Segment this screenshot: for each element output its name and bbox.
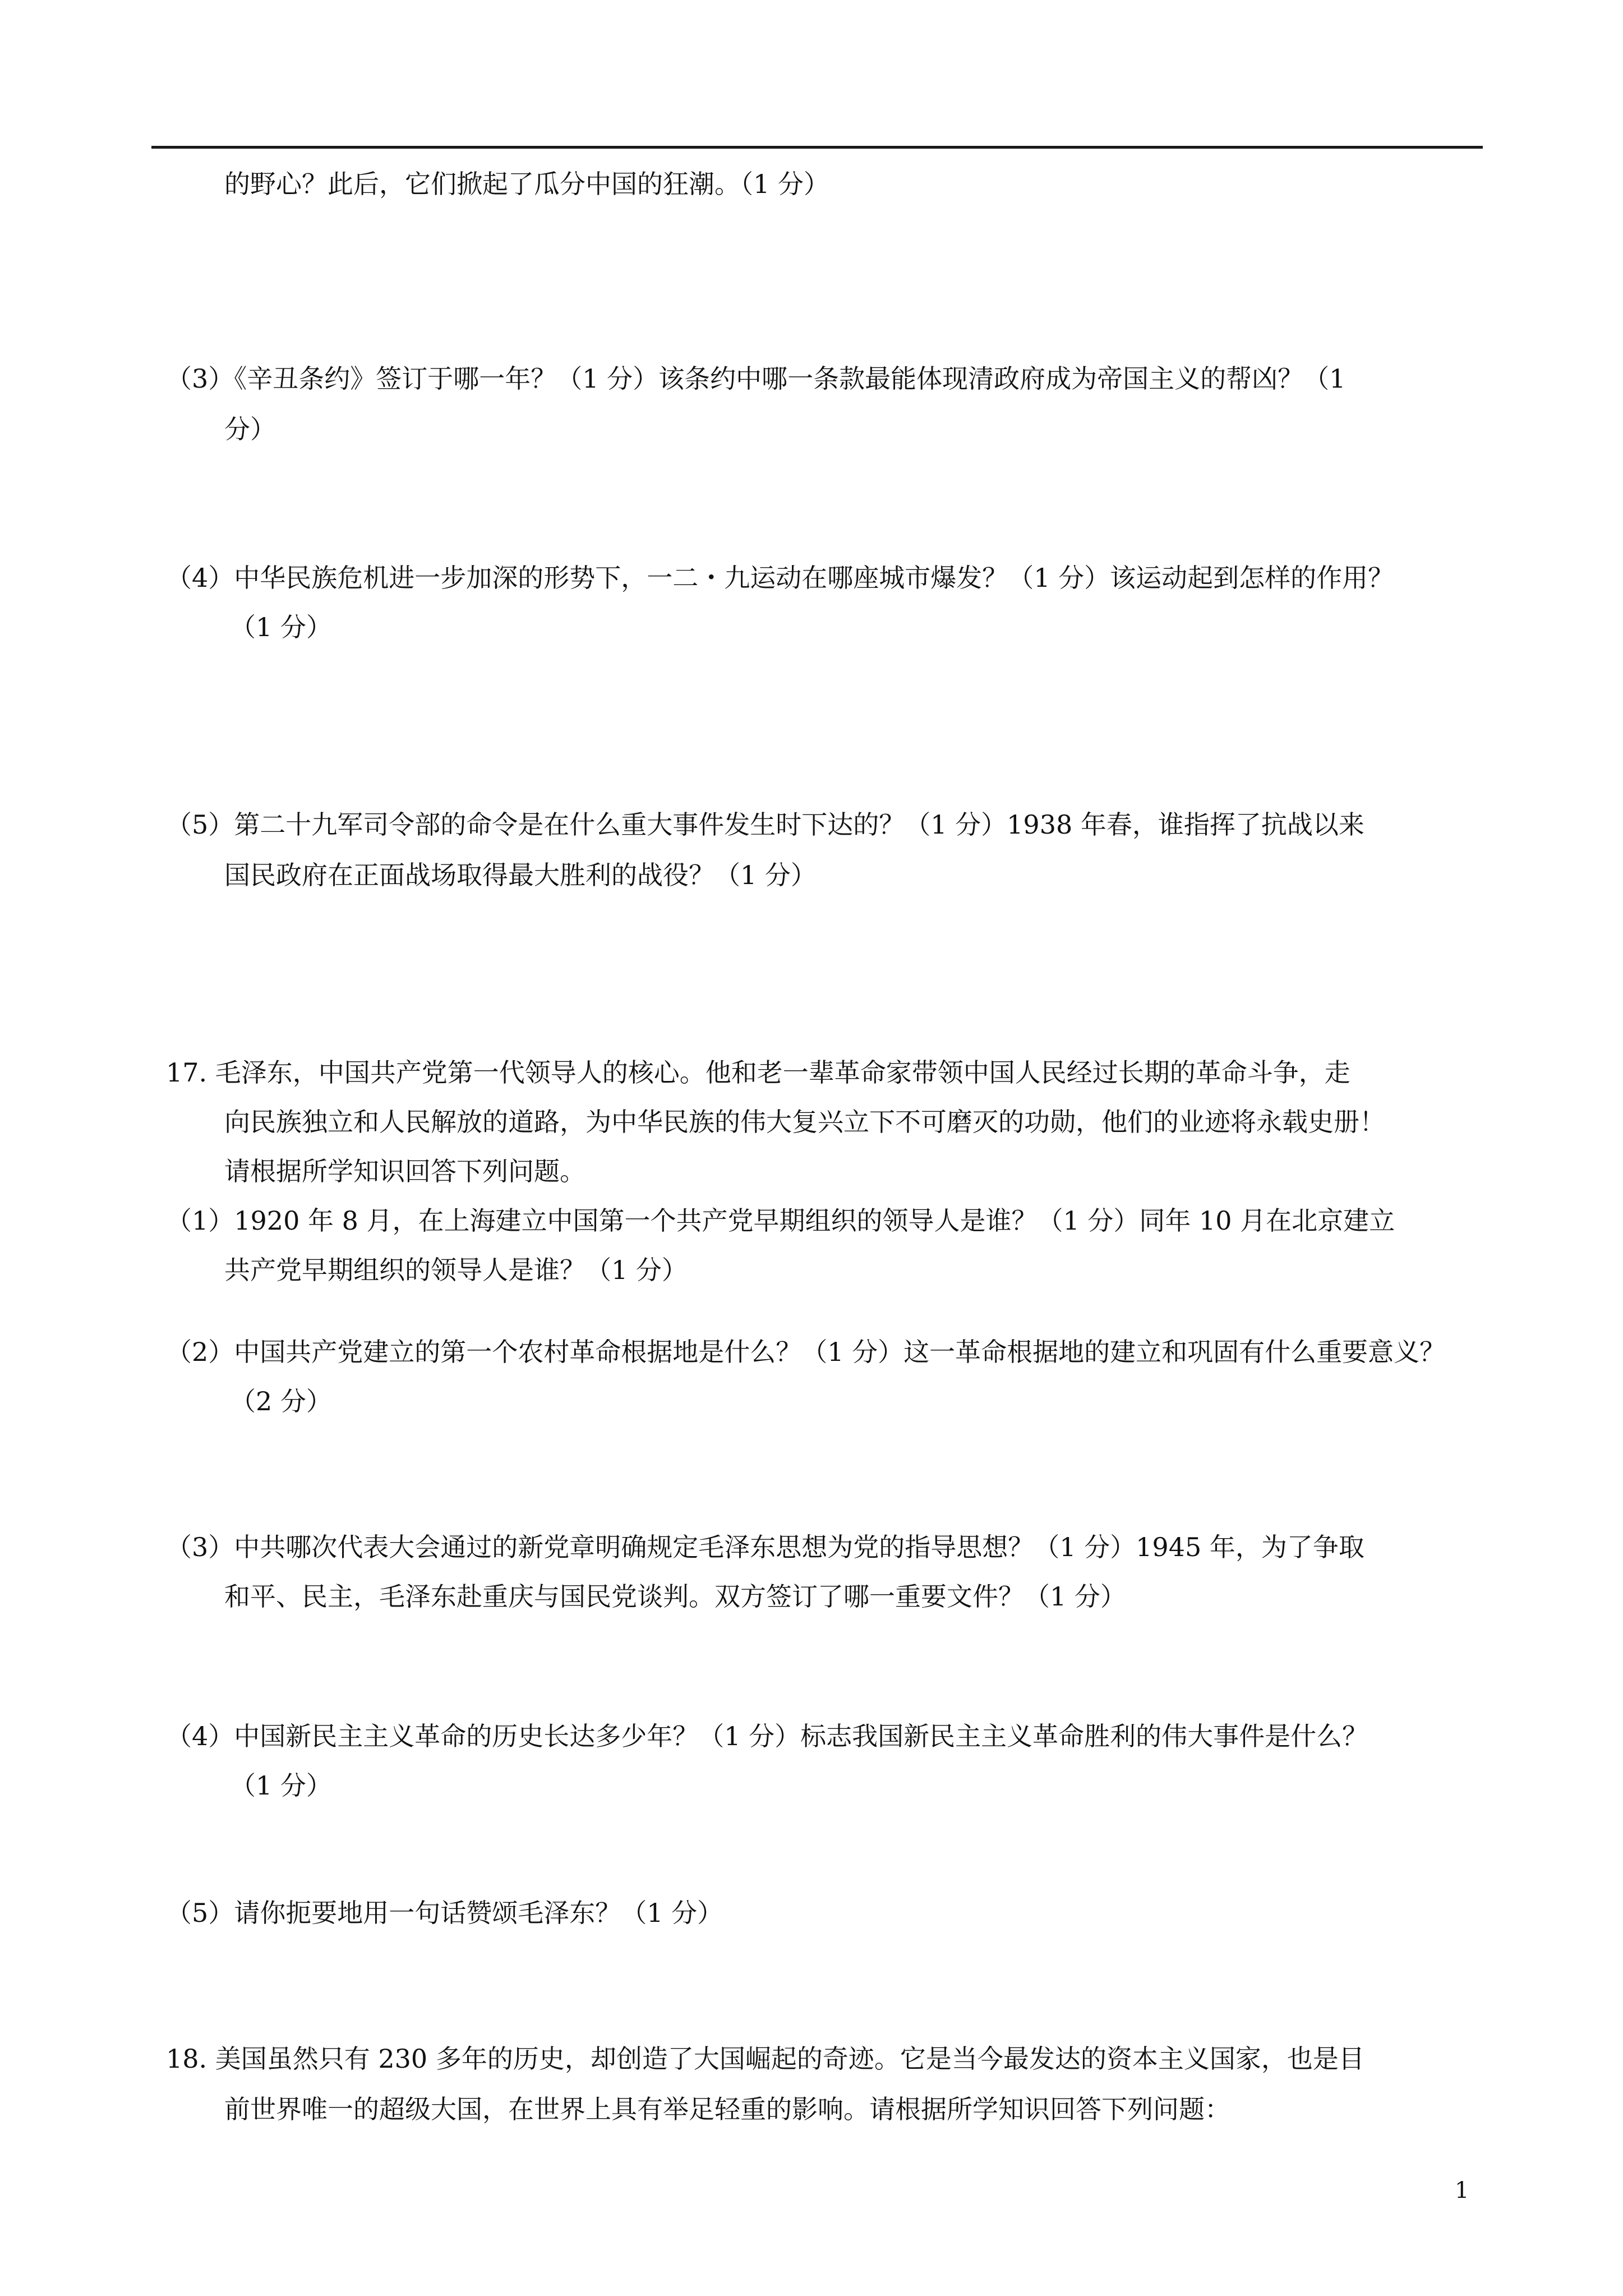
text-line: （1 分）	[230, 1770, 332, 1801]
question-17-5-line: （5）请你扼要地用一句话赞颂毛泽东？（1 分）	[166, 1898, 723, 1928]
question-17-3-line: （3）中共哪次代表大会通过的新党章明确规定毛泽东思想为党的指导思想？（1 分）1945 年，为了争取	[166, 1532, 1364, 1562]
question-17-line: 17. 毛泽东，中国共产党第一代领导人的核心。他和老一辈革命家带领中国人民经过长期的革命斗争，走	[166, 1057, 1350, 1088]
text-line: 分）	[224, 414, 276, 444]
text-line: 的野心？此后，它们掀起了瓜分中国的狂潮。（1 分）	[224, 169, 829, 199]
header-rule	[151, 146, 1483, 149]
question-17-1-line: （1）1920 年 8 月，在上海建立中国第一个共产党早期组织的领导人是谁？（1 分）同年 10 月在北京建立	[166, 1205, 1395, 1236]
text-line: 请根据所学知识回答下列问题。	[224, 1156, 585, 1186]
question-17-2-line: （2）中国共产党建立的第一个农村革命根据地是什么？（1 分）这一革命根据地的建立和巩固有什么重要意义？	[166, 1337, 1446, 1367]
text-line: （2 分）	[230, 1386, 332, 1416]
question-3-line: （3）《辛丑条约》签订于哪一年？（1 分）该条约中哪一条款最能体现清政府成为帝国主义的帮凶？（1	[166, 364, 1346, 394]
question-5-line: （5）第二十九军司令部的命令是在什么重大事件发生时下达的？（1 分）1938 年春，谁指挥了抗战以来	[166, 809, 1364, 840]
page-number: 1	[1455, 2178, 1469, 2203]
text-line: （1 分）	[230, 612, 332, 642]
text-line: 国民政府在正面战场取得最大胜利的战役？（1 分）	[224, 860, 817, 890]
text-line: 向民族独立和人民解放的道路，为中华民族的伟大复兴立下不可磨灭的功勋，他们的业迹将永载史册！	[224, 1107, 1385, 1137]
question-4-line: （4）中华民族危机进一步加深的形势下，一二・九运动在哪座城市爆发？（1 分）该运动起到怎样的作用？	[166, 563, 1394, 593]
text-line: 和平、民主，毛泽东赴重庆与国民党谈判。双方签订了哪一重要文件？（1 分）	[224, 1581, 1126, 1612]
question-18-line: 18. 美国虽然只有 230 多年的历史，却创造了大国崛起的奇迹。它是当今最发达的资本主义国家，也是目	[166, 2044, 1364, 2074]
question-17-4-line: （4）中国新民主主义革命的历史长达多少年？（1 分）标志我国新民主主义革命胜利的伟大事件是什么？	[166, 1721, 1368, 1751]
text-line: 前世界唯一的超级大国，在世界上具有举足轻重的影响。请根据所学知识回答下列问题：	[224, 2094, 1230, 2124]
text-line: 共产党早期组织的领导人是谁？（1 分）	[224, 1255, 688, 1285]
